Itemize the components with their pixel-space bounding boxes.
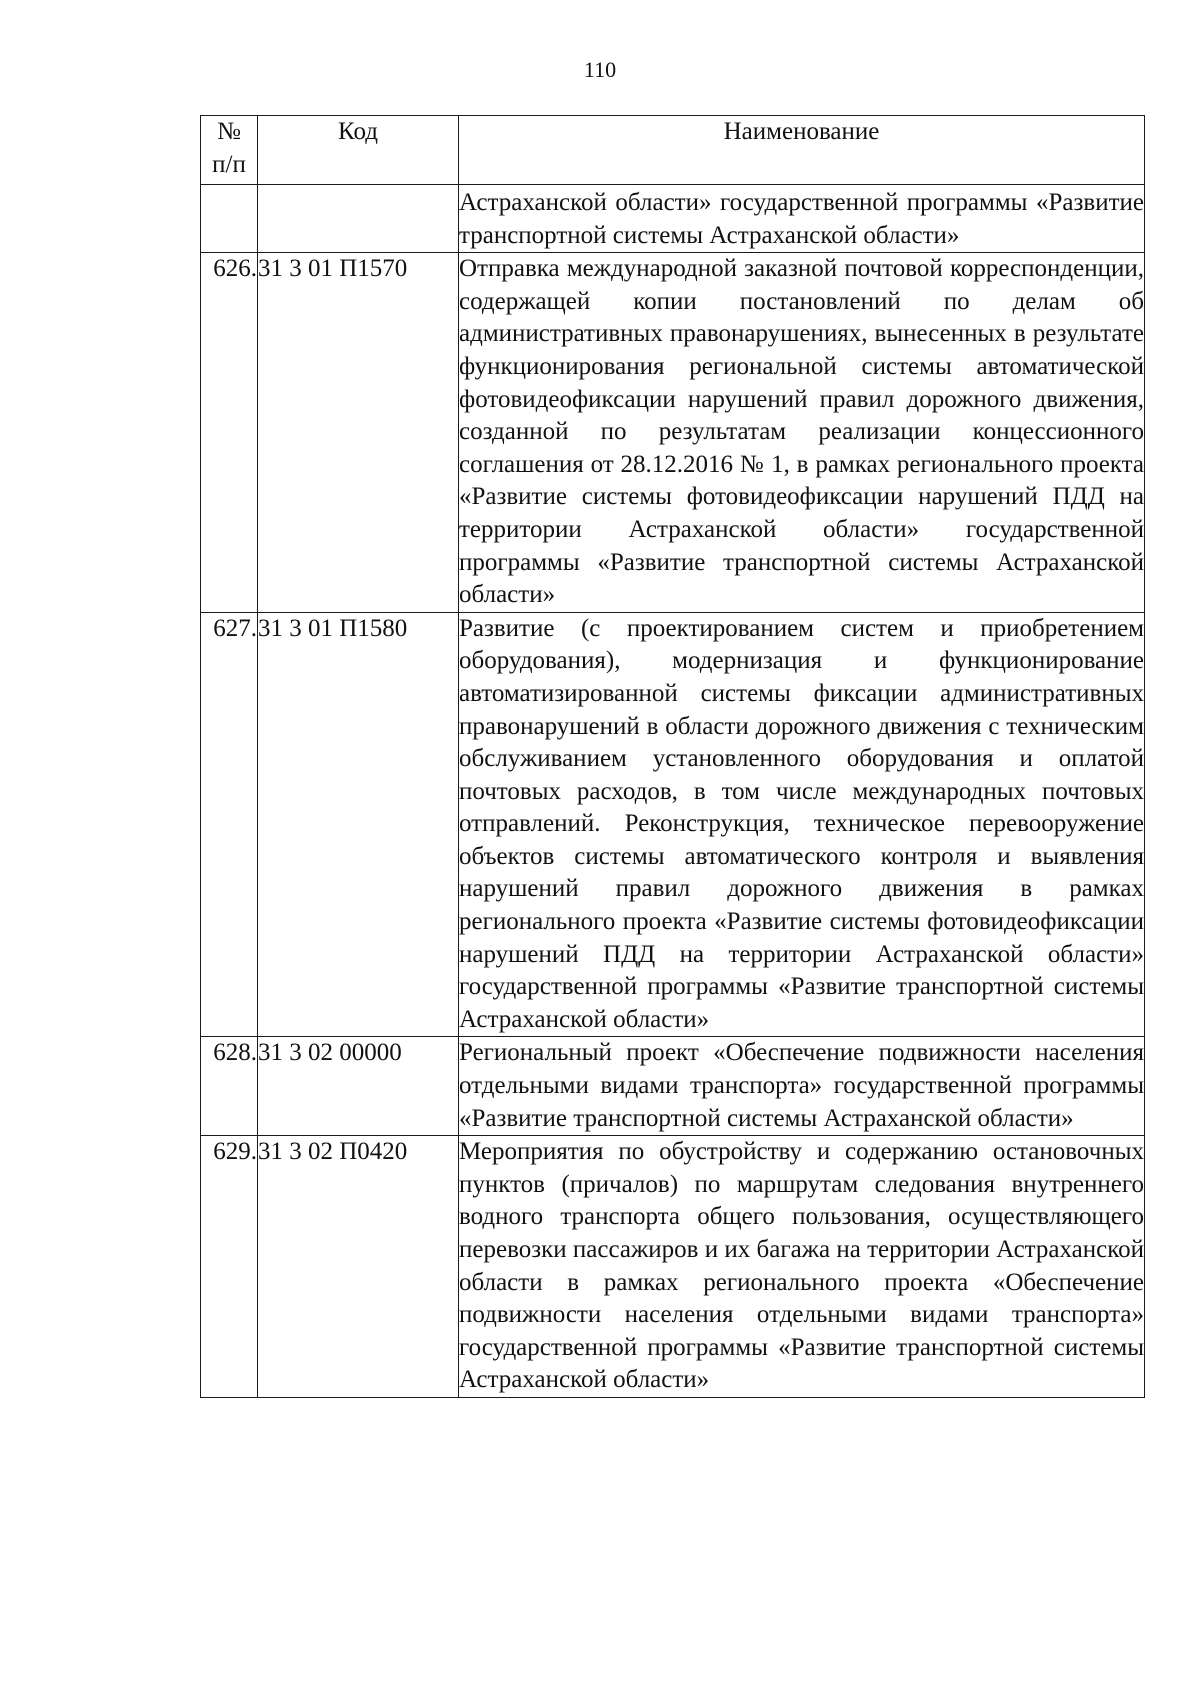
row-number: 626. [201, 253, 258, 613]
header-name: Наименование [459, 116, 1145, 185]
header-number-pp: п/п [212, 150, 246, 178]
table-header [201, 116, 1145, 185]
header-number-sign: № [217, 118, 241, 145]
row-code: 31 3 02 П0420 [258, 1136, 459, 1398]
row-name: Астраханской области» государственной программы «Развитие транспортной системы Астраханской области» [459, 185, 1145, 253]
budget-classification-table [200, 115, 1145, 1398]
row-code: 31 3 02 00000 [258, 1037, 459, 1136]
row-number: 629. [201, 1136, 258, 1398]
page-number: 110 [583, 57, 617, 82]
row-code: 31 3 01 П1570 [258, 253, 459, 613]
document-table-container [200, 115, 1145, 1398]
header-number [201, 116, 258, 185]
row-name: Мероприятия по обустройству и содержанию остановочных пунктов (причалов) по маршрутам следования внутреннего водного транспорта общего пользования, осуществляющего перевозки пассажиров и их багажа на территории Астраханской области в рамках регионального проекта «Обеспечение подвижности населения отдельными видами транспорта» государственной программы «Развитие транспортной системы Астраханской области» [459, 1136, 1145, 1398]
row-number [201, 185, 258, 253]
row-number: 627. [201, 612, 258, 1037]
header-row [201, 116, 1145, 185]
header-code: Код [258, 116, 459, 185]
row-code [258, 185, 459, 253]
table-row-627 [201, 612, 1145, 1037]
table-row-628 [201, 1037, 1145, 1136]
row-name: Региональный проект «Обеспечение подвижности населения отдельными видами транспорта» государственной программы «Развитие транспортной системы Астраханской области» [459, 1037, 1145, 1136]
table-body [201, 185, 1145, 1398]
table-row-629 [201, 1136, 1145, 1398]
row-code: 31 3 01 П1580 [258, 612, 459, 1037]
row-name: Отправка международной заказной почтовой корреспонденции, содержащей копии постановлений по делам об административных правонарушениях, вынесенных в результате функционирования региональной системы автоматической фотовидеофиксации нарушений правил дорожного движения, созданной по результатам реализации концессионного соглашения от 28.12.2016 № 1, в рамках регионального проекта «Развитие системы фотовидеофиксации нарушений ПДД на территории Астраханской области» государственной программы «Развитие транспортной системы Астраханской области» [459, 253, 1145, 613]
row-number: 628. [201, 1037, 258, 1136]
table-row-626 [201, 253, 1145, 613]
row-name: Развитие (с проектированием систем и приобретением оборудования), модернизация и функционирование автоматизированной системы фиксации административных правонарушений в области дорожного движения с техническим обслуживанием установленного оборудования и оплатой почтовых расходов, в том числе международных почтовых отправлений. Реконструкция, техническое перевооружение объектов системы автоматического контроля и выявления нарушений правил дорожного движения в рамках регионального проекта «Развитие системы фотовидеофиксации нарушений ПДД на территории Астраханской области» государственной программы «Развитие транспортной системы Астраханской области» [459, 612, 1145, 1037]
table-row-continuation [201, 185, 1145, 253]
